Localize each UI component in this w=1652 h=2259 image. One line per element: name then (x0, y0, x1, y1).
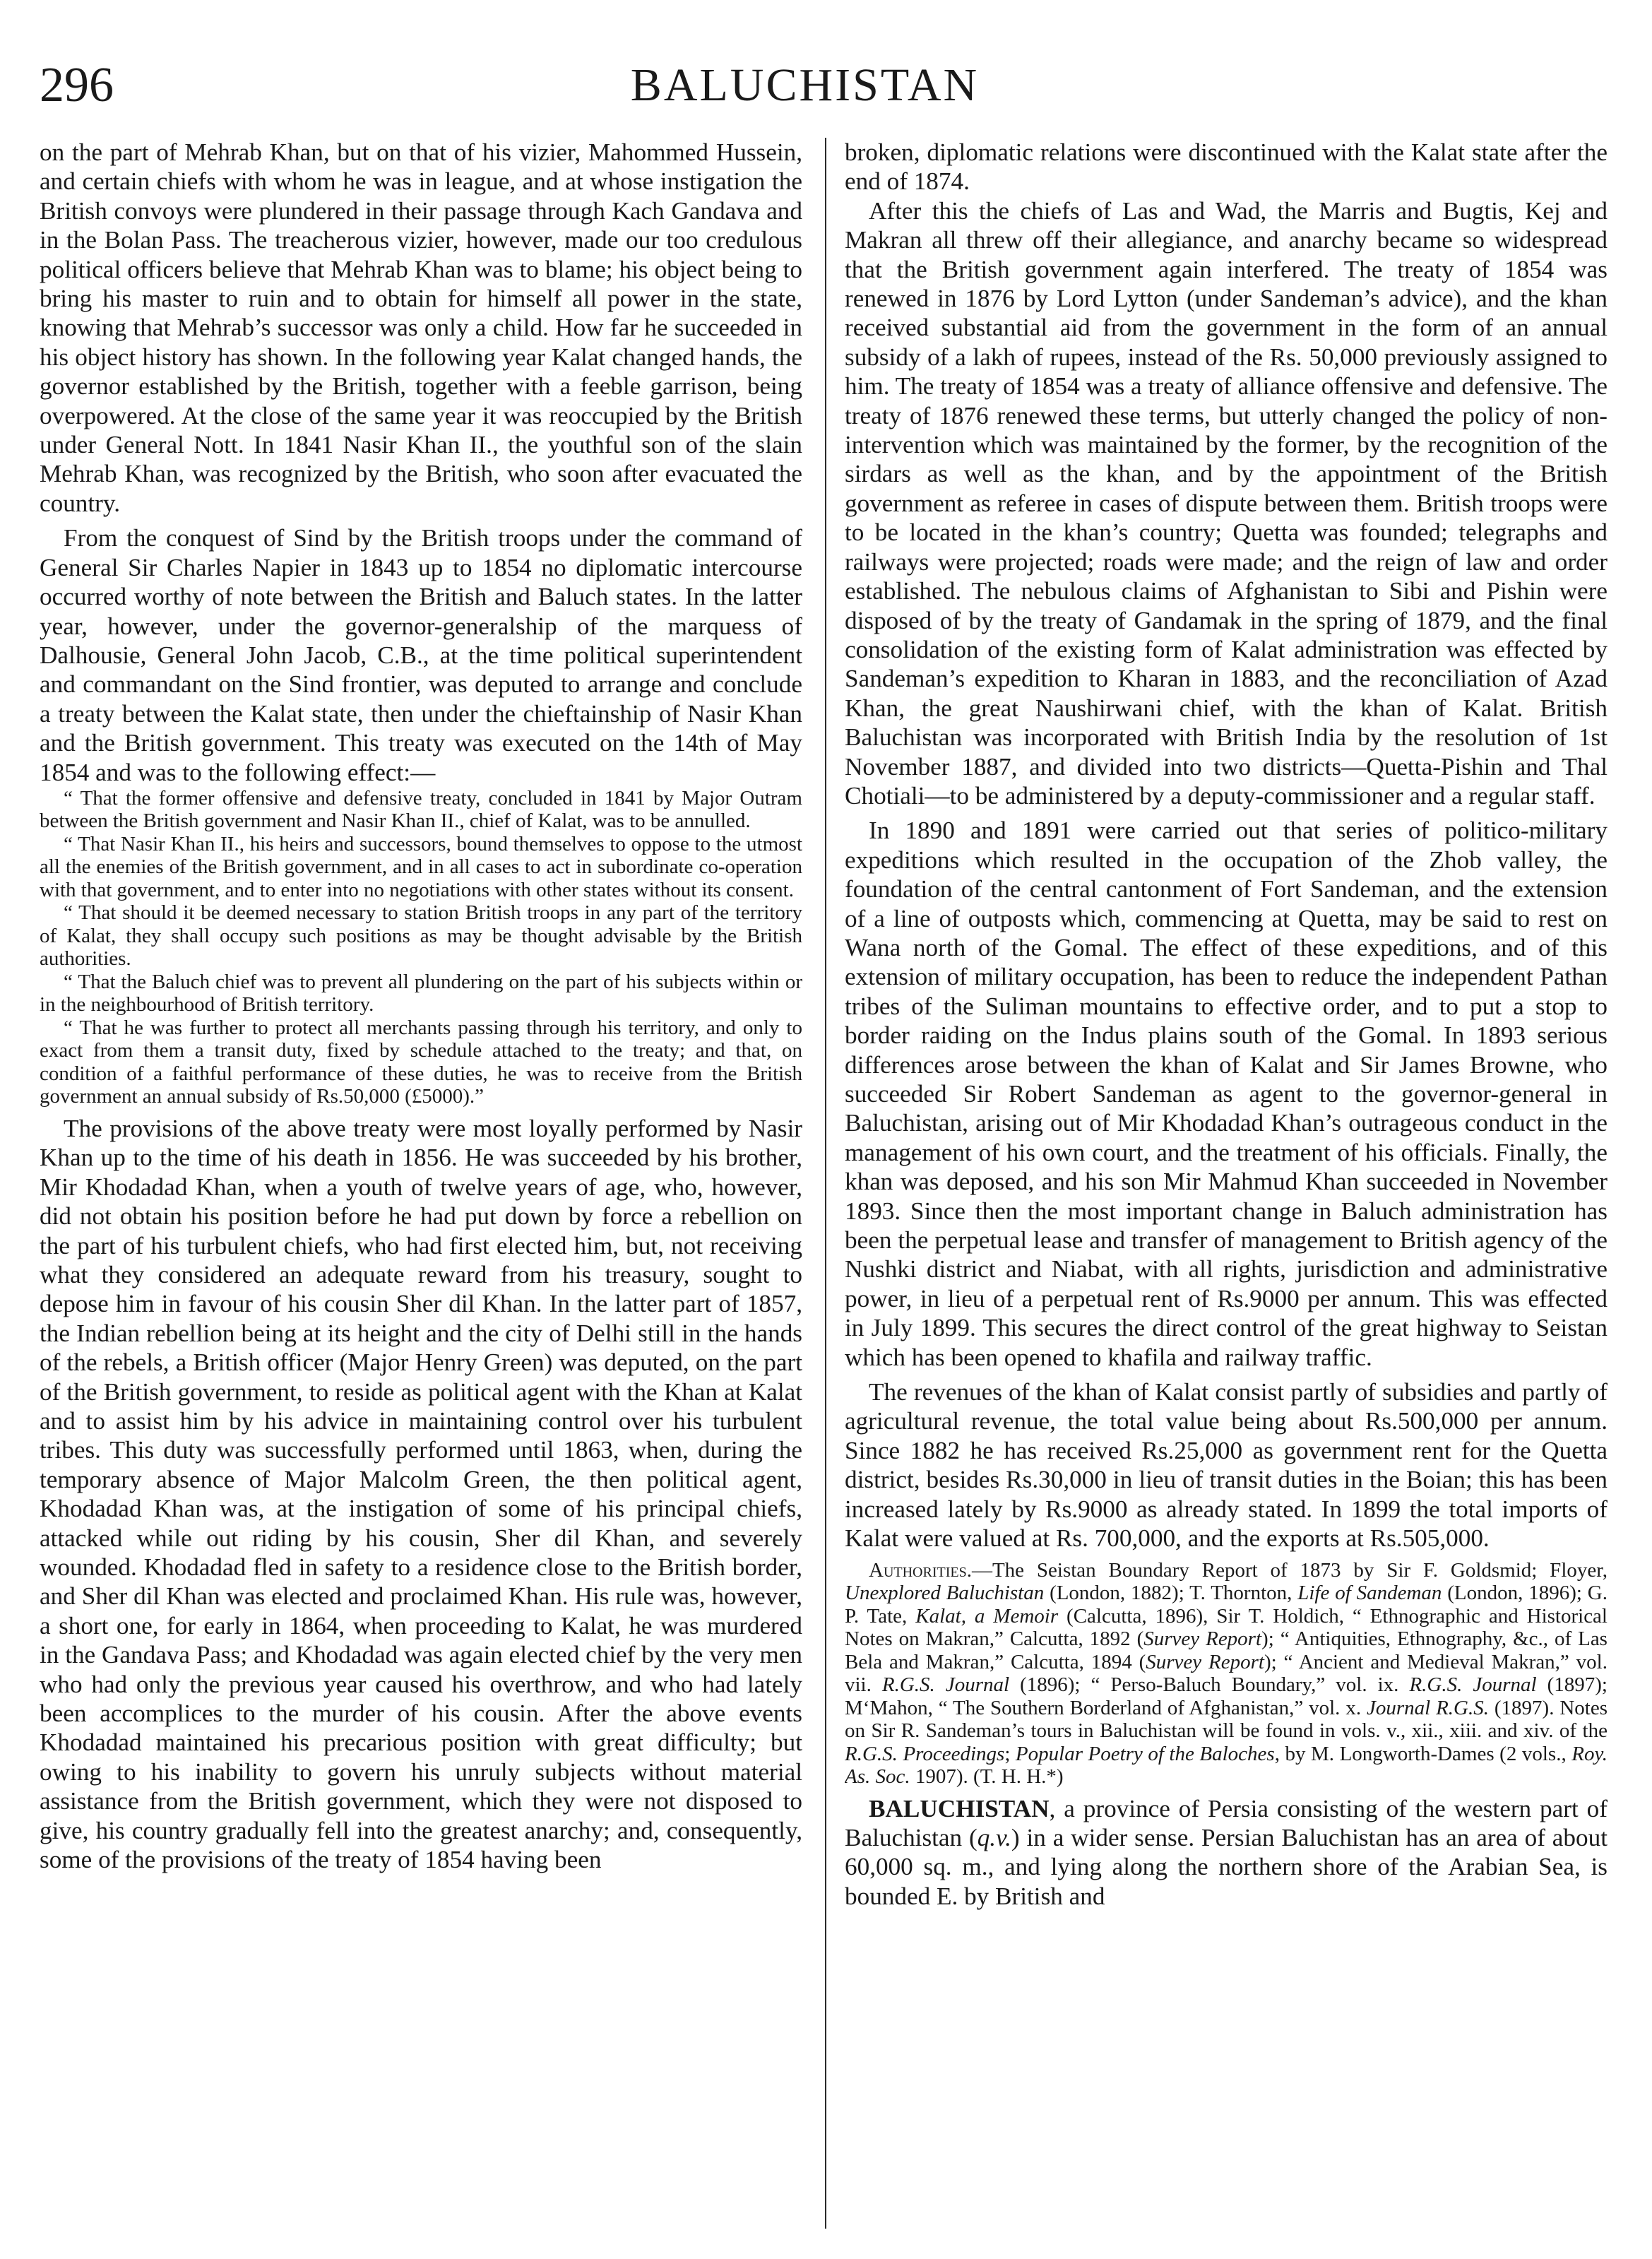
entry-text: ) in a wider sense. Persian Baluchistan has an area of about 60,000 sq. m., and lying along the northern shore of the Arabian Sea, is bounded E. by British and (845, 1823, 1608, 1910)
authorities-text: ); “ Antiquities, Ethnography, &c., of Las Bela and Makran,” Calcutta, 1894 ( (845, 1627, 1608, 1673)
authorities-title: Kalat, a Memoir (915, 1604, 1059, 1627)
treaty-clause-4: “ That the Baluch chief was to prevent all plundering on the part of his subjects within or in the neighbourhood of British territory. (40, 970, 802, 1016)
page-number: 296 (40, 58, 114, 112)
authorities-text: (1896); “ Perso-Baluch Boundary,” vol. ix. (1009, 1673, 1410, 1696)
authorities-text: (1897). Notes on Sir R. Sandeman’s tours in Baluchistan will be found in vols. v., xii., xiii. and xiv. of the (845, 1696, 1608, 1742)
treaty-clause-3: “ That should it be deemed necessary to station British troops in any part of the territory of Kalat, they shall occupy such positions as may be thought advisable by the British authorities. (40, 901, 802, 971)
authorities-label: Authorities. (869, 1558, 972, 1582)
authorities-title: R.G.S. Proceedings (845, 1742, 1005, 1765)
running-title: BALUCHISTAN (630, 59, 980, 111)
authorities-text: ); “ Ancient and Medieval Makran,” vol. vii. (845, 1650, 1608, 1696)
entry-text: , a province of Persia consisting of the western part of Baluchistan ( (845, 1794, 1608, 1851)
authorities-title: Life of Sandeman (1297, 1582, 1442, 1604)
authorities-text: (London, 1882); T. Thornton, (1044, 1582, 1298, 1604)
authorities-section (845, 1559, 1608, 1789)
right-column (845, 138, 1608, 2229)
authorities-title: Unexplored Baluchistan (845, 1582, 1045, 1604)
authorities-text: 1907). (T. H. H.*) (910, 1765, 1064, 1788)
authorities-title: Journal R.G.S. (1366, 1696, 1489, 1719)
treaty-clause-1: “ That the former offensive and defensive treaty, concluded in 1841 by Major Outram between the British government and Nasir Khan II., chief of Kalat, was to be annulled. (40, 786, 802, 833)
paragraph-sind-conquest: From the conquest of Sind by the British troops under the command of General Sir Charles Napier in 1843 up to 1854 no diplomatic intercourse occurred worthy of note between the British and Baluch states. In the latter year, however, under the governor-generalship of the marquess of Dalhousie, General John Jacob, C.B., at the time political superintendent and commandant on the Sind frontier, was deputed to arrange and conclude a treaty between the Kalat state, then under the chieftainship of Nasir Khan and the British government. This treaty was executed on the 14th of May 1854 and was to the following effect:— (40, 524, 802, 786)
entry-headword: BALUCHISTAN (869, 1794, 1050, 1822)
paragraph-relations-discontinued: broken, diplomatic relations were discontinued with the Kalat state after the end of 1874. (845, 138, 1608, 196)
authorities-text: (1897); M‘Mahon, “ The Southern Borderland of Afghanistan,” vol. x. (845, 1673, 1608, 1719)
authorities-title: Survey Report (1146, 1650, 1264, 1673)
column-divider (825, 138, 826, 2229)
paragraph-nasir-khan-provisions: The provisions of the above treaty were most loyally performed by Nasir Khan up to the time of his death in 1856. He was succeeded by his brother, Mir Khodadad Khan, when a youth of twelve years of age, who, however, did not obtain his position before he had put down by force a rebellion on the part of his turbulent chiefs, who had first elected him, but, not receiving what they considered an adequate reward from his treasury, sought to depose him in favour of his cousin Sher dil Khan. In the latter part of 1857, the Indian rebellion being at its height and the city of Delhi still in the hands of the rebels, a British officer (Major Henry Green) was deputed, on the part of the British government, to reside as political agent with the Khan at Kalat and to assist him by his advice in maintaining control over his turbulent tribes. This duty was successfully performed until 1863, when, during the temporary absence of Major Malcolm Green, the then political agent, Khodadad Khan was, at the instigation of some of his principal chiefs, attacked while out riding by his cousin, Sher dil Khan, and severely wounded. Khodadad fled in safety to a residence close to the British border, and Sher dil Khan was elected and proclaimed Khan. His rule was, however, a short one, for early in 1864, when proceeding to Kalat, he was murdered in the Gandava Pass; and Khodadad was again elected chief by the very men who had only the previous year caused his overthrow, and who had lately been accomplices to the murder of his cousin. After the above events Khodadad maintained his precarious position with great difficulty; but owing to his inability to govern his unruly subjects without material assistance from the British government, which they were not disposed to give, his country gradually fell into the greatest anarchy; and, consequently, some of the provisions of the treaty of 1854 having been (40, 1114, 802, 1874)
authorities-title: Roy. As. Soc. (845, 1742, 1608, 1788)
page-header (40, 57, 1570, 134)
authorities-title: Survey Report (1143, 1627, 1262, 1650)
authorities-title: R.G.S. Journal (881, 1673, 1010, 1696)
entry-persian-baluchistan (845, 1794, 1608, 1911)
left-column (40, 138, 802, 2229)
authorities-text: ; (1004, 1742, 1016, 1765)
paragraph-revenues: The revenues of the khan of Kalat consist partly of subsidies and partly of agricultural revenue, the total value being about Rs.500,000 per annum. Since 1882 he has received Rs.25,000 as government rent for the Quetta district, besides Rs.30,000 in lieu of transit duties in the Boian; this has been increased lately by Rs.9000 as already stated. In 1899 the total imports of Kalat were valued at Rs. 700,000, and the exports at Rs.505,000. (845, 1378, 1608, 1553)
authorities-text: , by M. Longworth-Dames (2 vols., (1274, 1742, 1572, 1765)
paragraph-mehrab-khan: on the part of Mehrab Khan, but on that of his vizier, Mahommed Hussein, and certain chiefs with whom he was in league, and at whose instigation the British convoys were plundered in their passage through Kach Gandava and in the Bolan Pass. The treacherous vizier, however, made our too credulous political officers believe that Mehrab Khan was to blame; his object being to bring his master to ruin and to obtain for himself all power in the state, knowing that Mehrab’s successor was only a child. How far he succeeded in his object history has shown. In the following year Kalat changed hands, the governor established by the British, together with a feeble garrison, being overpowered. At the close of the same year it was reoccupied by the British under General Nott. In 1841 Nasir Khan II., the youthful son of the slain Mehrab Khan, was recognized by the British, who soon after evacuated the country. (40, 138, 802, 517)
authorities-text: —The Seistan Boundary Report of 1873 by Sir F. Goldsmid; Floyer, (971, 1558, 1608, 1582)
authorities-text: (London, 1896); G. P. Tate, (845, 1582, 1608, 1627)
paragraph-anarchy: After this the chiefs of Las and Wad, the Marris and Bugtis, Kej and Makran all threw off their allegiance, and anarchy became so widespread that the British government again interfered. The treaty of 1854 was renewed in 1876 by Lord Lytton (under Sandeman’s advice), and the khan received substantial aid from the government in the form of an annual subsidy of a lakh of rupees, instead of the Rs. 50,000 previously assigned to him. The treaty of 1854 was a treaty of alliance offensive and defensive. The treaty of 1876 renewed these terms, but utterly changed the policy of non-intervention which was maintained by the former, by the recognition of the sirdars as well as the khan, and by the appointment of the British government as referee in cases of dispute between them. British troops were to be located in the khan’s country; Quetta was founded; telegraphs and railways were projected; roads were made; and the reign of law and order established. The nebulous claims of Afghanistan to Sibi and Pishin were disposed of by the treaty of Gandamak in the spring of 1879, and the final consolidation of the existing form of Kalat administration was effected by Sandeman’s expedition to Kharan in 1883, and the reconciliation of Azad Khan, the great Naushirwani chief, with the khan of Kalat. British Baluchistan was incorporated with British India by the resolution of 1st November 1887, and divided into two districts—Quetta-Pishin and Thal Chotiali—to be administered by a deputy-commissioner and a regular staff. (845, 196, 1608, 810)
treaty-clause-5: “ That he was further to protect all merchants passing through his territory, and only to exact from them a transit duty, fixed by schedule attached to the treaty; and that, on condition of a faithful performance of these duties, he was to receive from the British government an annual subsidy of Rs.50,000 (£5000).” (40, 1016, 802, 1108)
paragraph-expeditions: In 1890 and 1891 were carried out that series of politico-military expeditions which resulted in the occupation of the Zhob valley, the foundation of the central cantonment of Fort Sandeman, and the extension of a line of outposts which, commencing at Quetta, may be said to rest on Wana north of the Gomal. The effect of these expeditions, and of this extension of military occupation, has been to reduce the independent Pathan tribes of the Suliman mountains to effective order, and to put a stop to border raiding on the Indus plains south of the Gomal. In 1893 serious differences arose between the khan of Kalat and Sir James Browne, who succeeded Sir Robert Sandeman as agent to the governor-general in Baluchistan, arising out of Mir Khodadad Khan’s outrageous conduct in the management of his own court, and the treatment of his officials. Finally, the khan was deposed, and his son Mir Mahmud Khan succeeded in November 1893. Since then the most important change in Baluch administration has been the perpetual lease and transfer of management to British agency of the Nushki district and Niabat, with all rights, jurisdiction and administrative power, in lieu of a perpetual rent of Rs.9000 per annum. This was effected in July 1899. This secures the direct control of the great highway to Seistan which has been opened to khafila and railway traffic. (845, 817, 1608, 1371)
authorities-text: (Calcutta, 1896), Sir T. Holdich, “ Ethnographic and Historical Notes on Makran,” Calcutta, 1892 ( (845, 1604, 1608, 1650)
entry-cross-reference: q.v. (977, 1823, 1011, 1851)
treaty-clause-2: “ That Nasir Khan II., his heirs and successors, bound themselves to oppose to the utmost all the enemies of the British government, and in all cases to act in subordinate co-operation with that government, and to enter into no negotiations with other states without its consent. (40, 832, 802, 901)
authorities-title: Popular Poetry of the Baloches (1015, 1742, 1275, 1765)
authorities-title: R.G.S. Journal (1409, 1673, 1537, 1696)
